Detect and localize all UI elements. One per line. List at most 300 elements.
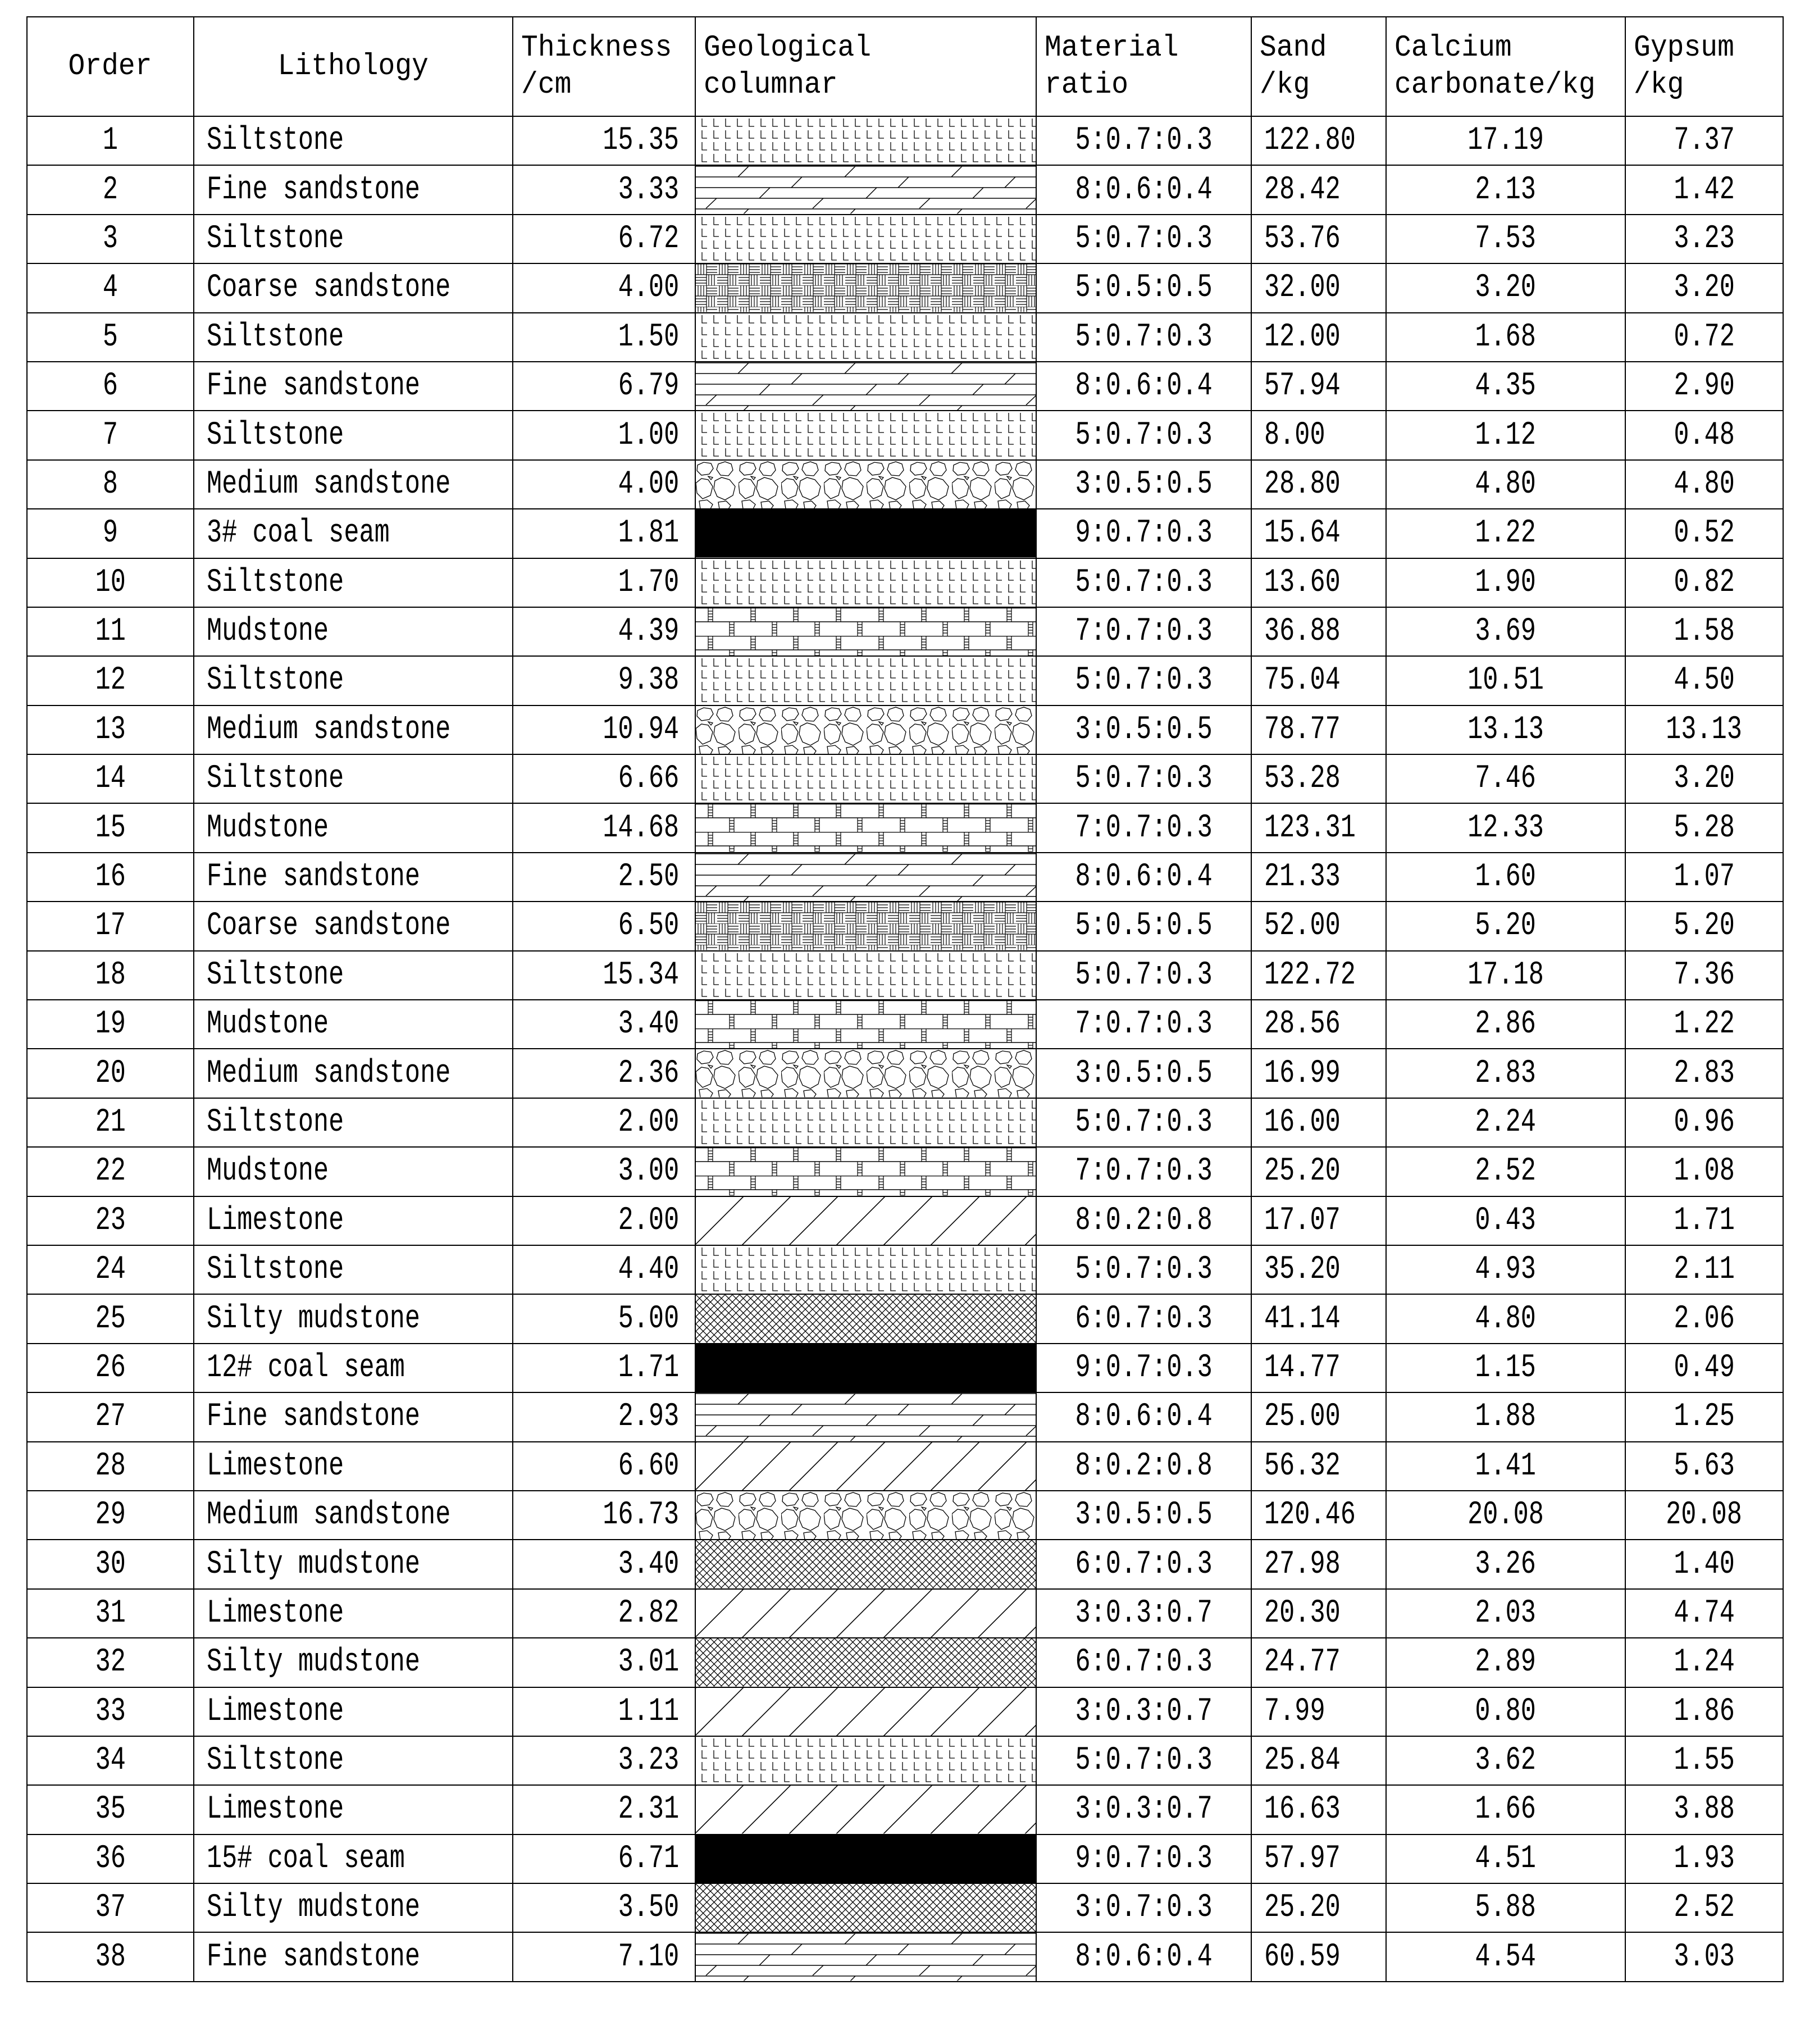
gypsum-cell — [1625, 1687, 1783, 1736]
sand-cell — [1251, 1883, 1386, 1932]
table-row — [27, 1442, 1783, 1491]
order-value: 38 — [95, 1938, 126, 1975]
siltstone-pattern-icon — [696, 755, 1036, 803]
order-value: 30 — [95, 1546, 126, 1583]
calcium-carbonate-cell — [1386, 1442, 1625, 1491]
header-order-label: Order — [68, 49, 153, 84]
order-cell — [27, 116, 194, 165]
lithology-value: Medium sandstone — [207, 1497, 451, 1534]
table-row — [27, 1344, 1783, 1392]
table-row — [27, 1098, 1783, 1147]
gypsum-cell — [1625, 460, 1783, 509]
calcium-carbonate-cell — [1386, 1491, 1625, 1540]
sand-cell — [1251, 1932, 1386, 1981]
gypsum-value: 2.06 — [1674, 1300, 1735, 1337]
sand-value: 12.00 — [1264, 318, 1341, 356]
material-ratio-cell — [1036, 362, 1251, 411]
calcium-carbonate-cell — [1386, 313, 1625, 362]
gypsum-cell — [1625, 1049, 1783, 1098]
gypsum-value: 5.20 — [1674, 908, 1735, 945]
calcium-carbonate-cell — [1386, 460, 1625, 509]
ratio-value: 8:0.6:0.4 — [1075, 368, 1213, 405]
ratio-value: 3:0.5:0.5 — [1075, 466, 1213, 503]
lithology-cell — [194, 1638, 513, 1687]
calcium-carbonate-cell — [1386, 1196, 1625, 1245]
table-row — [27, 1883, 1783, 1932]
material-ratio-cell — [1036, 1883, 1251, 1932]
lithology-value: Siltstone — [207, 318, 344, 356]
thickness-cell — [513, 902, 695, 950]
gypsum-cell — [1625, 1491, 1783, 1540]
order-value: 15 — [95, 809, 126, 846]
calcium-value: 2.13 — [1475, 171, 1537, 208]
thickness-value: 6.66 — [618, 761, 679, 798]
calcium-carbonate-cell — [1386, 1932, 1625, 1981]
material-ratio-cell — [1036, 1147, 1251, 1196]
calcium-value: 1.12 — [1475, 417, 1537, 454]
ratio-value: 3:0.3:0.7 — [1075, 1791, 1213, 1828]
geological-columnar-cell — [695, 705, 1036, 754]
geological-columnar-cell — [695, 1785, 1036, 1834]
sand-value: 28.42 — [1264, 171, 1341, 208]
table-row — [27, 1785, 1783, 1834]
material-ratio-cell — [1036, 509, 1251, 558]
table-row — [27, 263, 1783, 312]
sand-cell — [1251, 1687, 1386, 1736]
lithology-value: Silty mudstone — [207, 1546, 421, 1583]
lithology-cell — [194, 803, 513, 852]
calcium-carbonate-cell — [1386, 951, 1625, 1000]
limestone-pattern-icon — [696, 1197, 1036, 1245]
order-cell — [27, 705, 194, 754]
order-value: 22 — [95, 1153, 126, 1190]
calcium-carbonate-cell — [1386, 853, 1625, 902]
table-row — [27, 1638, 1783, 1687]
sand-value: 25.20 — [1264, 1153, 1341, 1190]
material-ratio-cell — [1036, 1000, 1251, 1049]
order-cell — [27, 1687, 194, 1736]
thickness-cell — [513, 1540, 695, 1588]
thickness-value: 1.71 — [618, 1349, 679, 1386]
coal-seam-fill-icon — [696, 1344, 1036, 1392]
calcium-value: 4.54 — [1475, 1938, 1537, 1975]
ratio-value: 5:0.5:0.5 — [1075, 270, 1213, 307]
thickness-cell — [513, 853, 695, 902]
coal-seam-fill-icon — [696, 509, 1036, 557]
material-ratio-cell — [1036, 1491, 1251, 1540]
thickness-cell — [513, 116, 695, 165]
lithology-value: Mudstone — [207, 613, 329, 650]
thickness-value: 6.60 — [618, 1447, 679, 1485]
gypsum-value: 0.72 — [1674, 318, 1735, 356]
order-cell — [27, 1049, 194, 1098]
table-row — [27, 313, 1783, 362]
header-geo-label: Geological columnar — [704, 30, 872, 102]
gypsum-value: 0.49 — [1674, 1349, 1735, 1386]
calcium-carbonate-cell — [1386, 705, 1625, 754]
thickness-cell — [513, 656, 695, 705]
calcium-carbonate-cell — [1386, 1736, 1625, 1785]
calcium-value: 1.66 — [1475, 1791, 1537, 1828]
table-row — [27, 1491, 1783, 1540]
thickness-cell — [513, 1687, 695, 1736]
lithology-cell — [194, 509, 513, 558]
fine-sandstone-pattern-icon — [696, 1393, 1036, 1441]
gypsum-value: 3.23 — [1674, 220, 1735, 257]
thickness-cell — [513, 1344, 695, 1392]
ratio-value: 6:0.7:0.3 — [1075, 1644, 1213, 1681]
sand-value: 20.30 — [1264, 1595, 1341, 1632]
thickness-cell — [513, 1196, 695, 1245]
gypsum-cell — [1625, 1245, 1783, 1294]
calcium-carbonate-cell — [1386, 607, 1625, 656]
order-value: 6 — [102, 368, 118, 405]
siltstone-pattern-icon — [696, 1246, 1036, 1294]
ratio-value: 7:0.7:0.3 — [1075, 809, 1213, 846]
gypsum-value: 1.40 — [1674, 1546, 1735, 1583]
calcium-carbonate-cell — [1386, 1000, 1625, 1049]
gypsum-value: 1.58 — [1674, 613, 1735, 650]
geological-columnar-cell — [695, 411, 1036, 459]
geological-columnar-cell — [695, 215, 1036, 263]
ratio-value: 5:0.7:0.3 — [1075, 220, 1213, 257]
table-row — [27, 853, 1783, 902]
sand-value: 28.56 — [1264, 1006, 1341, 1043]
sand-cell — [1251, 853, 1386, 902]
calcium-value: 2.89 — [1475, 1644, 1537, 1681]
lithology-value: 15# coal seam — [207, 1840, 405, 1877]
lithology-cell — [194, 165, 513, 214]
material-ratio-cell — [1036, 1932, 1251, 1981]
calcium-carbonate-cell — [1386, 1540, 1625, 1588]
geological-columnar-cell — [695, 1932, 1036, 1981]
material-ratio-cell — [1036, 165, 1251, 214]
thickness-cell — [513, 1294, 695, 1343]
gypsum-cell — [1625, 1147, 1783, 1196]
order-cell — [27, 1294, 194, 1343]
order-value: 13 — [95, 711, 126, 748]
table-row — [27, 1294, 1783, 1343]
order-cell — [27, 1196, 194, 1245]
lithology-cell — [194, 411, 513, 459]
calcium-carbonate-cell — [1386, 1834, 1625, 1883]
mudstone-pattern-icon — [696, 1148, 1036, 1195]
ratio-value: 8:0.6:0.4 — [1075, 1938, 1213, 1975]
calcium-value: 1.41 — [1475, 1447, 1537, 1485]
lithology-cell — [194, 1344, 513, 1392]
lithology-cell — [194, 1000, 513, 1049]
geological-columnar-cell — [695, 1442, 1036, 1491]
calcium-carbonate-cell — [1386, 1098, 1625, 1147]
lithology-value: Siltstone — [207, 761, 344, 798]
table-row — [27, 1834, 1783, 1883]
material-ratio-cell — [1036, 1589, 1251, 1638]
lithology-value: Fine sandstone — [207, 1938, 421, 1975]
sand-cell — [1251, 1589, 1386, 1638]
table-row — [27, 411, 1783, 459]
coarse-sandstone-pattern-icon — [696, 902, 1036, 950]
calcium-carbonate-cell — [1386, 362, 1625, 411]
calcium-carbonate-cell — [1386, 1245, 1625, 1294]
calcium-value: 3.62 — [1475, 1742, 1537, 1779]
ratio-value: 7:0.7:0.3 — [1075, 613, 1213, 650]
gypsum-cell — [1625, 411, 1783, 459]
calcium-value: 1.90 — [1475, 564, 1537, 601]
sand-value: 36.88 — [1264, 613, 1341, 650]
lithology-cell — [194, 1245, 513, 1294]
geological-columnar-cell — [695, 509, 1036, 558]
lithology-cell — [194, 1491, 513, 1540]
ratio-value: 3:0.5:0.5 — [1075, 711, 1213, 748]
limestone-pattern-icon — [696, 1786, 1036, 1833]
lithology-value: Fine sandstone — [207, 368, 421, 405]
sand-value: 122.80 — [1264, 122, 1356, 160]
gypsum-value: 1.93 — [1674, 1840, 1735, 1877]
gypsum-value: 0.96 — [1674, 1104, 1735, 1141]
sand-cell — [1251, 803, 1386, 852]
lithology-cell — [194, 1540, 513, 1588]
sand-value: 16.99 — [1264, 1055, 1341, 1092]
thickness-cell — [513, 1883, 695, 1932]
table-row — [27, 1245, 1783, 1294]
calcium-value: 1.60 — [1475, 859, 1537, 896]
silty-mudstone-pattern-icon — [696, 1540, 1036, 1588]
lithology-value: Siltstone — [207, 957, 344, 994]
thickness-value: 9.38 — [618, 662, 679, 699]
lithology-cell — [194, 1736, 513, 1785]
order-value: 20 — [95, 1055, 126, 1092]
order-cell — [27, 1932, 194, 1981]
thickness-cell — [513, 754, 695, 803]
order-cell — [27, 460, 194, 509]
gypsum-cell — [1625, 1098, 1783, 1147]
lithology-value: Limestone — [207, 1202, 344, 1239]
gypsum-cell — [1625, 362, 1783, 411]
sand-cell — [1251, 1196, 1386, 1245]
lithology-value: Limestone — [207, 1595, 344, 1632]
calcium-carbonate-cell — [1386, 754, 1625, 803]
sand-cell — [1251, 1245, 1386, 1294]
lithology-value: Medium sandstone — [207, 1055, 451, 1092]
thickness-value: 1.11 — [618, 1693, 679, 1730]
thickness-value: 1.50 — [618, 318, 679, 356]
order-cell — [27, 1344, 194, 1392]
sand-value: 32.00 — [1264, 270, 1341, 307]
order-value: 35 — [95, 1791, 126, 1828]
ratio-value: 3:0.7:0.3 — [1075, 1890, 1213, 1927]
sand-cell — [1251, 215, 1386, 263]
header-lithology-label: Lithology — [277, 49, 429, 84]
thickness-value: 7.10 — [618, 1938, 679, 1975]
lithology-cell — [194, 1932, 513, 1981]
gypsum-value: 7.37 — [1674, 122, 1735, 160]
material-ratio-cell — [1036, 263, 1251, 312]
geological-columnar-cell — [695, 754, 1036, 803]
geological-columnar-cell — [695, 165, 1036, 214]
thickness-value: 1.00 — [618, 417, 679, 454]
ratio-value: 6:0.7:0.3 — [1075, 1300, 1213, 1337]
lithology-table — [26, 16, 1784, 1982]
sand-value: 21.33 — [1264, 859, 1341, 896]
gypsum-cell — [1625, 1834, 1783, 1883]
header-calcium-label: Calcium carbonate/kg — [1394, 30, 1596, 102]
thickness-cell — [513, 1785, 695, 1834]
order-value: 9 — [102, 515, 118, 552]
sand-value: 16.63 — [1264, 1791, 1341, 1828]
ratio-value: 8:0.6:0.4 — [1075, 859, 1213, 896]
thickness-value: 15.34 — [603, 957, 679, 994]
lithology-cell — [194, 1687, 513, 1736]
calcium-value: 4.80 — [1475, 1300, 1537, 1337]
lithology-cell — [194, 1785, 513, 1834]
table-row — [27, 1147, 1783, 1196]
geological-columnar-cell — [695, 1392, 1036, 1441]
silty-mudstone-pattern-icon — [696, 1638, 1036, 1686]
table-row — [27, 165, 1783, 214]
table-row — [27, 460, 1783, 509]
thickness-cell — [513, 951, 695, 1000]
order-value: 31 — [95, 1595, 126, 1632]
calcium-value: 0.80 — [1475, 1693, 1537, 1730]
gypsum-value: 1.25 — [1674, 1399, 1735, 1436]
thickness-value: 14.68 — [603, 809, 679, 846]
material-ratio-cell — [1036, 754, 1251, 803]
gypsum-value: 1.08 — [1674, 1153, 1735, 1190]
gypsum-value: 1.71 — [1674, 1202, 1735, 1239]
table-row — [27, 656, 1783, 705]
ratio-value: 6:0.7:0.3 — [1075, 1546, 1213, 1583]
gypsum-value: 0.82 — [1674, 564, 1735, 601]
geological-columnar-cell — [695, 1638, 1036, 1687]
lithology-value: Coarse sandstone — [207, 270, 451, 307]
siltstone-pattern-icon — [696, 1099, 1036, 1146]
order-cell — [27, 1000, 194, 1049]
order-value: 28 — [95, 1447, 126, 1485]
gypsum-value: 1.24 — [1674, 1644, 1735, 1681]
material-ratio-cell — [1036, 656, 1251, 705]
lithology-cell — [194, 1098, 513, 1147]
gypsum-cell — [1625, 558, 1783, 607]
lithology-cell — [194, 362, 513, 411]
siltstone-pattern-icon — [696, 952, 1036, 999]
sand-cell — [1251, 1834, 1386, 1883]
header-row — [27, 17, 1783, 116]
sand-value: 53.28 — [1264, 761, 1341, 798]
gypsum-cell — [1625, 1442, 1783, 1491]
geological-columnar-cell — [695, 607, 1036, 656]
order-value: 16 — [95, 859, 126, 896]
calcium-value: 4.93 — [1475, 1251, 1537, 1289]
sand-cell — [1251, 902, 1386, 950]
sand-cell — [1251, 705, 1386, 754]
thickness-cell — [513, 1098, 695, 1147]
lithology-value: Limestone — [207, 1693, 344, 1730]
gypsum-cell — [1625, 165, 1783, 214]
calcium-value: 5.20 — [1475, 908, 1537, 945]
gypsum-cell — [1625, 1000, 1783, 1049]
geological-columnar-cell — [695, 1834, 1036, 1883]
order-cell — [27, 215, 194, 263]
sand-value: 24.77 — [1264, 1644, 1341, 1681]
sand-cell — [1251, 116, 1386, 165]
table-row — [27, 1049, 1783, 1098]
order-value: 12 — [95, 662, 126, 699]
table-row — [27, 1932, 1783, 1981]
limestone-pattern-icon — [696, 1688, 1036, 1736]
sand-cell — [1251, 1442, 1386, 1491]
geological-columnar-cell — [695, 803, 1036, 852]
thickness-value: 1.81 — [618, 515, 679, 552]
gypsum-value: 4.50 — [1674, 662, 1735, 699]
calcium-value: 4.51 — [1475, 1840, 1537, 1877]
order-value: 25 — [95, 1300, 126, 1337]
sand-value: 35.20 — [1264, 1251, 1341, 1289]
geological-columnar-cell — [695, 656, 1036, 705]
geological-columnar-cell — [695, 1540, 1036, 1588]
lithology-value: Siltstone — [207, 1742, 344, 1779]
thickness-value: 4.00 — [618, 270, 679, 307]
lithology-cell — [194, 558, 513, 607]
order-cell — [27, 951, 194, 1000]
medium-sandstone-pattern-icon — [696, 461, 1036, 508]
limestone-pattern-icon — [696, 1590, 1036, 1637]
calcium-carbonate-cell — [1386, 1147, 1625, 1196]
sand-cell — [1251, 656, 1386, 705]
gypsum-value: 1.22 — [1674, 1006, 1735, 1043]
calcium-carbonate-cell — [1386, 1785, 1625, 1834]
gypsum-value: 20.08 — [1666, 1497, 1743, 1534]
sand-cell — [1251, 951, 1386, 1000]
geological-columnar-cell — [695, 853, 1036, 902]
order-value: 37 — [95, 1890, 126, 1927]
siltstone-pattern-icon — [696, 1737, 1036, 1784]
thickness-value: 1.70 — [618, 564, 679, 601]
lithology-cell — [194, 1196, 513, 1245]
material-ratio-cell — [1036, 116, 1251, 165]
order-value: 32 — [95, 1644, 126, 1681]
material-ratio-cell — [1036, 1687, 1251, 1736]
sand-value: 56.32 — [1264, 1447, 1341, 1485]
gypsum-cell — [1625, 951, 1783, 1000]
calcium-value: 4.35 — [1475, 368, 1537, 405]
lithology-value: Siltstone — [207, 564, 344, 601]
thickness-cell — [513, 1491, 695, 1540]
lithology-value: Limestone — [207, 1447, 344, 1485]
mudstone-pattern-icon — [696, 608, 1036, 655]
table-row — [27, 803, 1783, 852]
geological-columnar-cell — [695, 263, 1036, 312]
order-value: 26 — [95, 1349, 126, 1386]
gypsum-cell — [1625, 1344, 1783, 1392]
order-cell — [27, 1883, 194, 1932]
calcium-carbonate-cell — [1386, 1883, 1625, 1932]
ratio-value: 5:0.7:0.3 — [1075, 318, 1213, 356]
geological-columnar-cell — [695, 951, 1036, 1000]
calcium-carbonate-cell — [1386, 1638, 1625, 1687]
order-value: 17 — [95, 908, 126, 945]
order-value: 3 — [102, 220, 118, 257]
geological-columnar-cell — [695, 1344, 1036, 1392]
sand-cell — [1251, 1147, 1386, 1196]
calcium-value: 3.20 — [1475, 270, 1537, 307]
thickness-value: 16.73 — [603, 1497, 679, 1534]
ratio-value: 5:0.7:0.3 — [1075, 1742, 1213, 1779]
header-calcium-carbonate — [1386, 17, 1625, 116]
geological-columnar-cell — [695, 1883, 1036, 1932]
header-order — [27, 17, 194, 116]
lithology-cell — [194, 1294, 513, 1343]
lithology-value: Medium sandstone — [207, 466, 451, 503]
